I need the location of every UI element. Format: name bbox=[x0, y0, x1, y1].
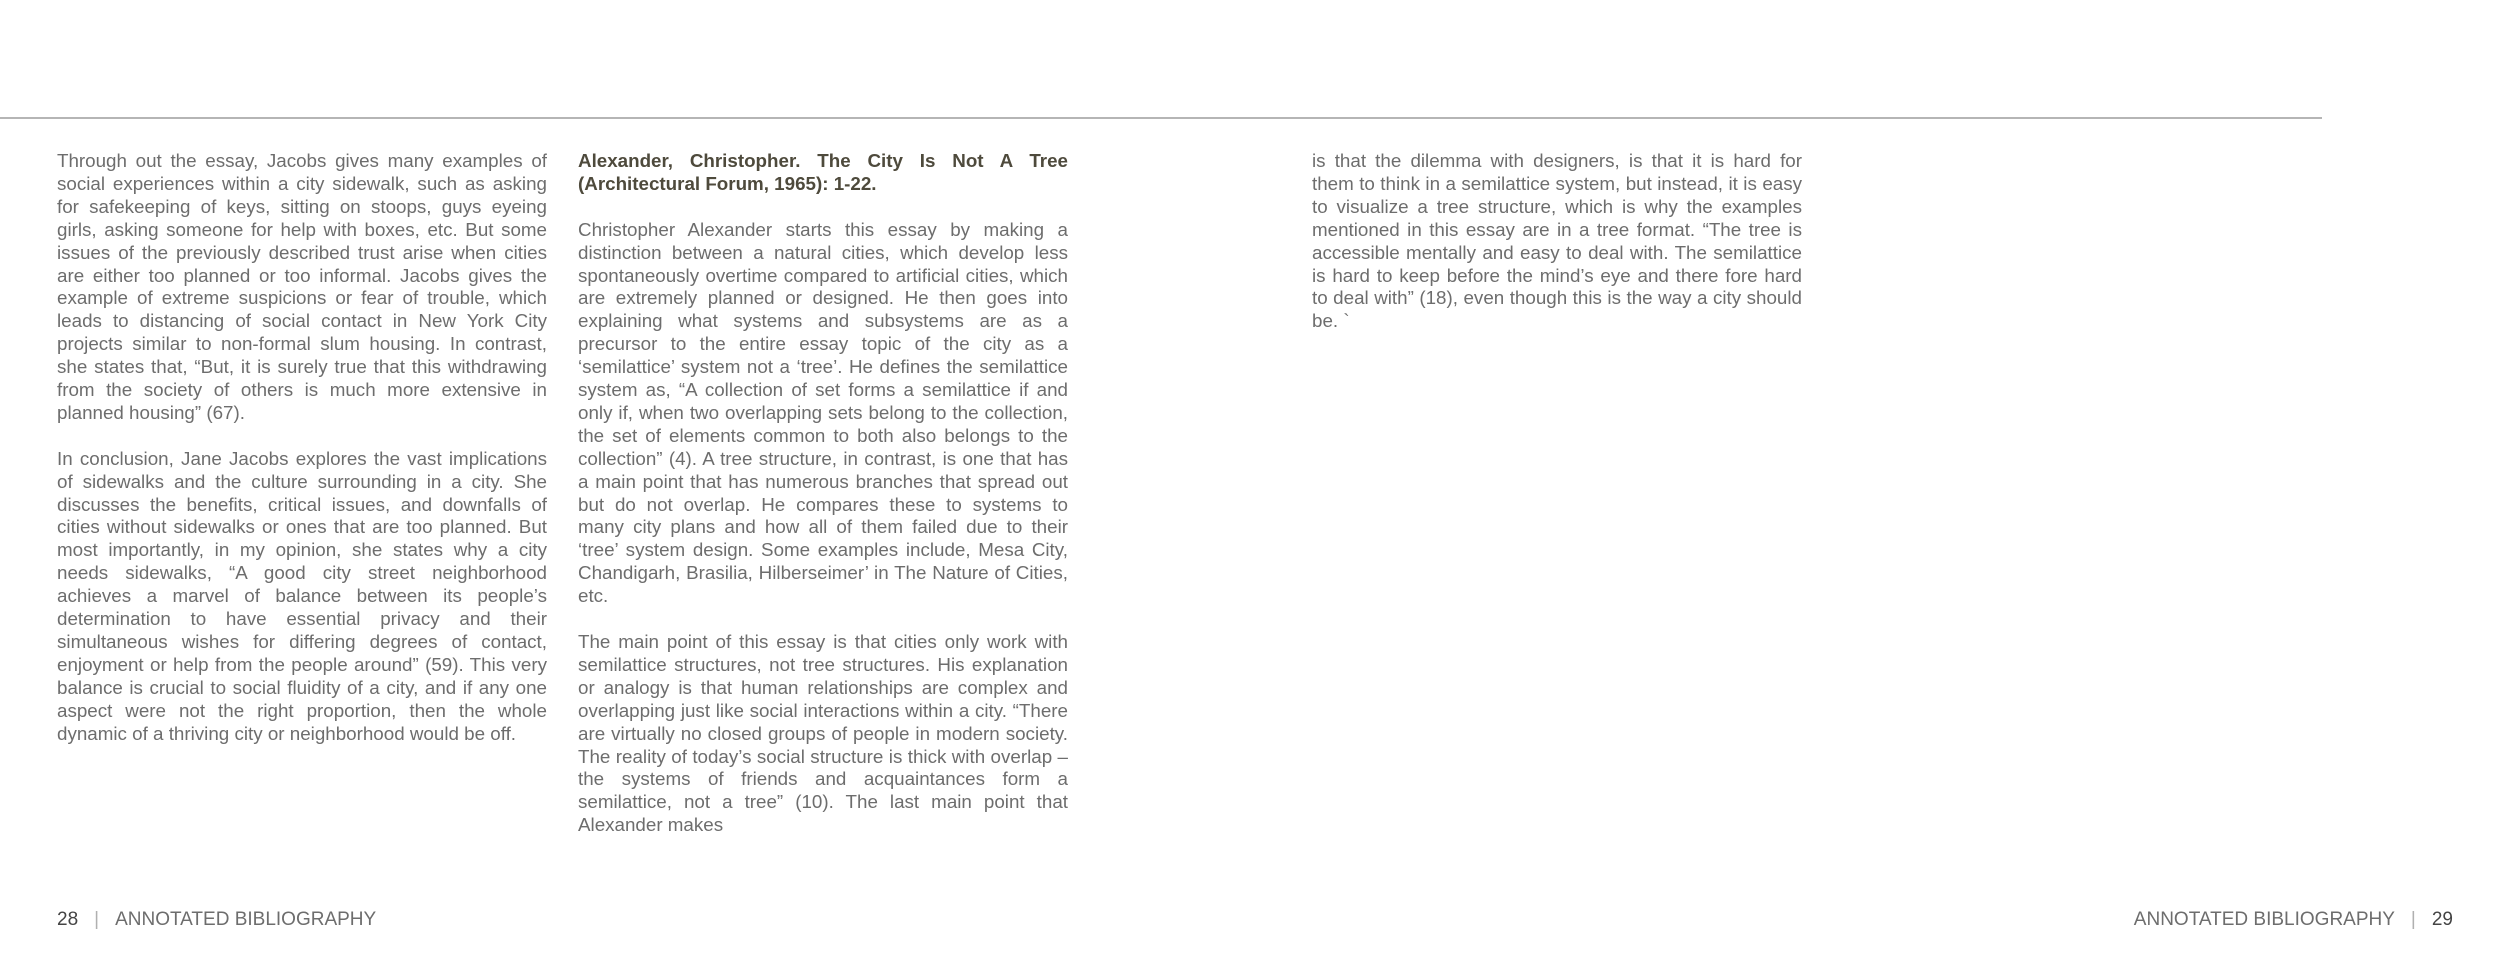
middle-paragraph-2: The main point of this essay is that cities only work with semilattice structures, not tree structures. His explanation or analogy is that human relationships are complex and overlapping just like social interactions within a city. “There are virtually no closed groups of people in modern society. The reality of today’s social structure is thick with overlap – the systems of friends and acquaintances form a semilattice, not a tree” (10). The last main point that Alexander makes bbox=[578, 631, 1068, 836]
right-footer-title: ANNOTATED BIBLIOGRAPHY bbox=[2133, 909, 2395, 930]
middle-paragraph-1: Christopher Alexander starts this essay by making a distinction between a natural cities, which develop less spontaneously overtime compared to artificial cities, which are extremely planned or designed. He then goes into explaining what systems and subsystems are as a precursor to the entire essay topic of the city as a ‘semilattice’ system not a ‘tree’. He defines the semilattice system as, “A collection of set forms a semilattice if and only if, when two overlapping sets belong to the collection, the set of elements common to both also belongs to the collection” (4). A tree structure, in contrast, is one that has a main point that has numerous branches that spread out but do not overlap. He compares these to systems to many city plans and how all of them failed due to their ‘tree’ system design. Some examples include, Mesa City, Chandigarh, Brasilia, Hilberseimer’ in The Nature of Cities, etc. bbox=[578, 218, 1068, 607]
left-text-column bbox=[57, 150, 547, 746]
left-page-number: 28 bbox=[57, 909, 79, 930]
left-paragraph-1: Through out the essay, Jacobs gives many examples of social experiences within a city sidewalk, such as asking for safekeeping of keys, sitting on stoops, guys eyeing girls, asking someone for help with boxes, etc. But some issues of the previously described trust arise when cities are either too planned or too informal. Jacobs gives the example of extreme suspicions or fear of trouble, which leads to distancing of social contact in New York City projects similar to non-formal slum housing. In contrast, she states that, “But, it is surely true that this withdrawing from the society of others is much more extensive in planned housing” (67). bbox=[57, 150, 547, 423]
right-paragraph-1: is that the dilemma with designers, is that it is hard for them to think in a semilattice system, but instead, it is easy to visualize a tree structure, which is why the examples mentioned in this essay are in a tree format. “The tree is accessible mentally and easy to deal with. The semilattice is hard to keep before the mind’s eye and there fore hard to deal with” (18), even though this is the way a city should be. ` bbox=[1312, 150, 1802, 332]
left-page-footer bbox=[57, 908, 376, 932]
right-page-number: 29 bbox=[2431, 909, 2453, 930]
footer-separator: | bbox=[2410, 909, 2416, 930]
right-page-footer bbox=[2134, 908, 2453, 932]
left-paragraph-2: In conclusion, Jane Jacobs explores the vast implications of sidewalks and the culture surrounding in a city. She discusses the benefits, critical issues, and downfalls of cities without sidewalks or ones that are too planned. But most importantly, in my opinion, she states why a city needs sidewalks, “A good city street neighborhood achieves a marvel of balance between its people’s determination to have essential privacy and their simultaneous wishes for differing degrees of contact, enjoyment or help from the people around” (59). This very balance is crucial to social fluidity of a city, and if any one aspect were not the right proportion, then the whole dynamic of a thriving city or neighborhood would be off. bbox=[57, 447, 547, 744]
footer-separator: | bbox=[94, 909, 100, 930]
header-rule bbox=[0, 117, 2322, 119]
citation-heading: Alexander, Christopher. The City Is Not A Tree (Architectural Forum, 1965): 1-22. bbox=[578, 150, 1068, 194]
left-footer-title: ANNOTATED BIBLIOGRAPHY bbox=[115, 909, 377, 930]
right-text-column bbox=[1312, 150, 1802, 333]
middle-text-column bbox=[578, 150, 1068, 837]
